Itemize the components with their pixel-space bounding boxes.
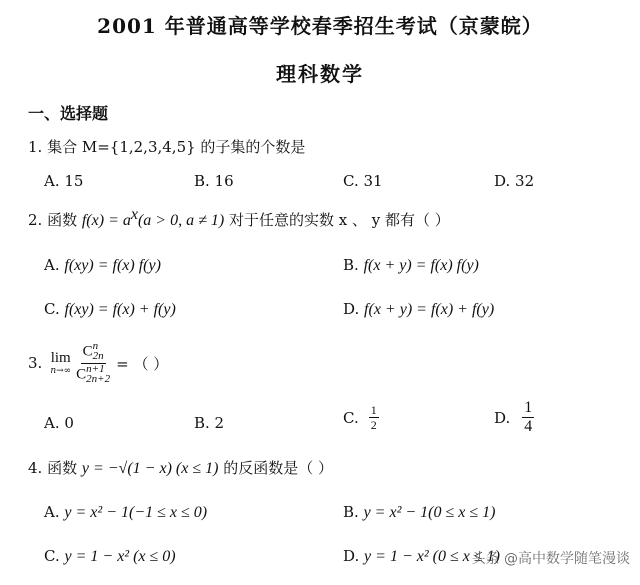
question-3-option-b: B. 2 xyxy=(194,414,225,432)
exam-title: 2001 年普通高等学校春季招生考试（京蒙皖） xyxy=(97,14,543,38)
question-3-option-d xyxy=(494,400,534,435)
question-4-option-c xyxy=(44,547,176,566)
question-3-limit xyxy=(50,351,71,376)
question-2-option-a-label: A. xyxy=(44,256,60,274)
question-2-option-d xyxy=(343,300,494,319)
question-2-stem xyxy=(28,206,450,230)
question-4-stem xyxy=(28,457,333,478)
question-4-option-a xyxy=(44,503,207,522)
question-3-den-sub: 2n+2 xyxy=(86,372,111,385)
question-3-den-sup: n+1 xyxy=(86,362,105,375)
question-4-option-c-formula: y = 1 − x² (x ≤ 0) xyxy=(64,548,176,565)
question-2-option-b-formula: f(x + y) = f(x) f(y) xyxy=(363,257,479,274)
question-3-num-sub: 2n xyxy=(92,349,104,362)
question-2-function: f(x) = a xyxy=(81,212,131,229)
question-4-option-a-label: A. xyxy=(44,503,60,521)
question-4-option-b-formula: y = x² − 1(0 ≤ x ≤ 1) xyxy=(363,504,496,521)
question-4-option-a-formula: y = x² − 1(−1 ≤ x ≤ 0) xyxy=(64,504,208,521)
question-1-option-a: A. 15 xyxy=(44,172,84,190)
question-4-stem-prefix: 4. 函数 xyxy=(28,459,82,477)
watermark: 头条 @高中数学随笔漫谈 xyxy=(471,551,630,567)
question-2-stem-prefix: 2. 函数 xyxy=(28,211,82,229)
question-3-denominator xyxy=(74,364,112,385)
question-2-exponent: x xyxy=(130,206,138,223)
question-4-option-c-label: C. xyxy=(44,547,60,565)
question-3-num-sup: n xyxy=(92,340,99,352)
question-3-option-c-den: 2 xyxy=(370,418,377,432)
section-heading: 一、选择题 xyxy=(28,104,109,123)
question-2-option-c-formula: f(xy) = f(x) + f(y) xyxy=(64,301,176,318)
question-3-option-c-fraction xyxy=(369,404,379,431)
question-2-option-c-label: C. xyxy=(44,300,60,318)
question-3-stem xyxy=(28,342,168,385)
question-4-function: y = −√(1 − x) (x ≤ 1) xyxy=(81,460,219,477)
question-2-option-b-label: B. xyxy=(343,256,359,274)
question-1-option-d: D. 32 xyxy=(494,172,535,190)
question-3-option-c-num: 1 xyxy=(370,403,377,417)
question-2-option-b xyxy=(343,256,479,275)
question-2-stem-suffix: 对于任意的实数 x 、 y 都有（ ） xyxy=(224,211,450,229)
question-2-option-c xyxy=(44,300,176,319)
question-4-option-b-label: B. xyxy=(343,503,359,521)
question-3-option-c-label: C. xyxy=(343,408,359,427)
question-3-lim-text: lim xyxy=(50,349,71,366)
question-1-stem: 1. 集合 M={1,2,3,4,5} 的子集的个数是 xyxy=(28,138,306,156)
question-3-option-a: A. 0 xyxy=(44,414,74,432)
question-3-fraction xyxy=(74,342,112,385)
question-2-option-a xyxy=(44,256,161,275)
question-2-option-d-label: D. xyxy=(343,300,360,318)
question-2-option-a-formula: f(xy) = f(x) f(y) xyxy=(64,257,161,274)
question-4-option-b xyxy=(343,503,496,522)
question-3-number: 3. xyxy=(28,354,43,373)
question-2-option-d-formula: f(x + y) = f(x) + f(y) xyxy=(364,301,495,318)
question-3-lim-subscript: n→∞ xyxy=(50,365,72,376)
question-4-stem-suffix: 的反函数是（ ） xyxy=(218,459,333,477)
question-2-condition: (a > 0, a ≠ 1) xyxy=(137,212,225,229)
question-3-numerator xyxy=(81,342,106,364)
question-3-option-c xyxy=(343,404,379,431)
question-4-option-d-formula: y = 1 − x² (0 ≤ x ≤ 1) xyxy=(364,548,500,565)
question-3-den-c: C xyxy=(76,366,87,383)
question-3-option-d-label: D. xyxy=(494,408,511,427)
question-3-option-d-num: 1 xyxy=(524,399,533,416)
question-3-option-d-den: 4 xyxy=(524,418,533,435)
question-3-option-d-fraction xyxy=(522,400,534,435)
question-4-option-d-label: D. xyxy=(343,547,360,565)
question-1-option-b: B. 16 xyxy=(194,172,234,190)
question-3-tail: = （ ） xyxy=(116,354,169,373)
exam-subtitle: 理科数学 xyxy=(276,62,364,86)
question-1-option-c: C. 31 xyxy=(343,172,383,190)
question-3-num-c: C xyxy=(82,343,93,360)
